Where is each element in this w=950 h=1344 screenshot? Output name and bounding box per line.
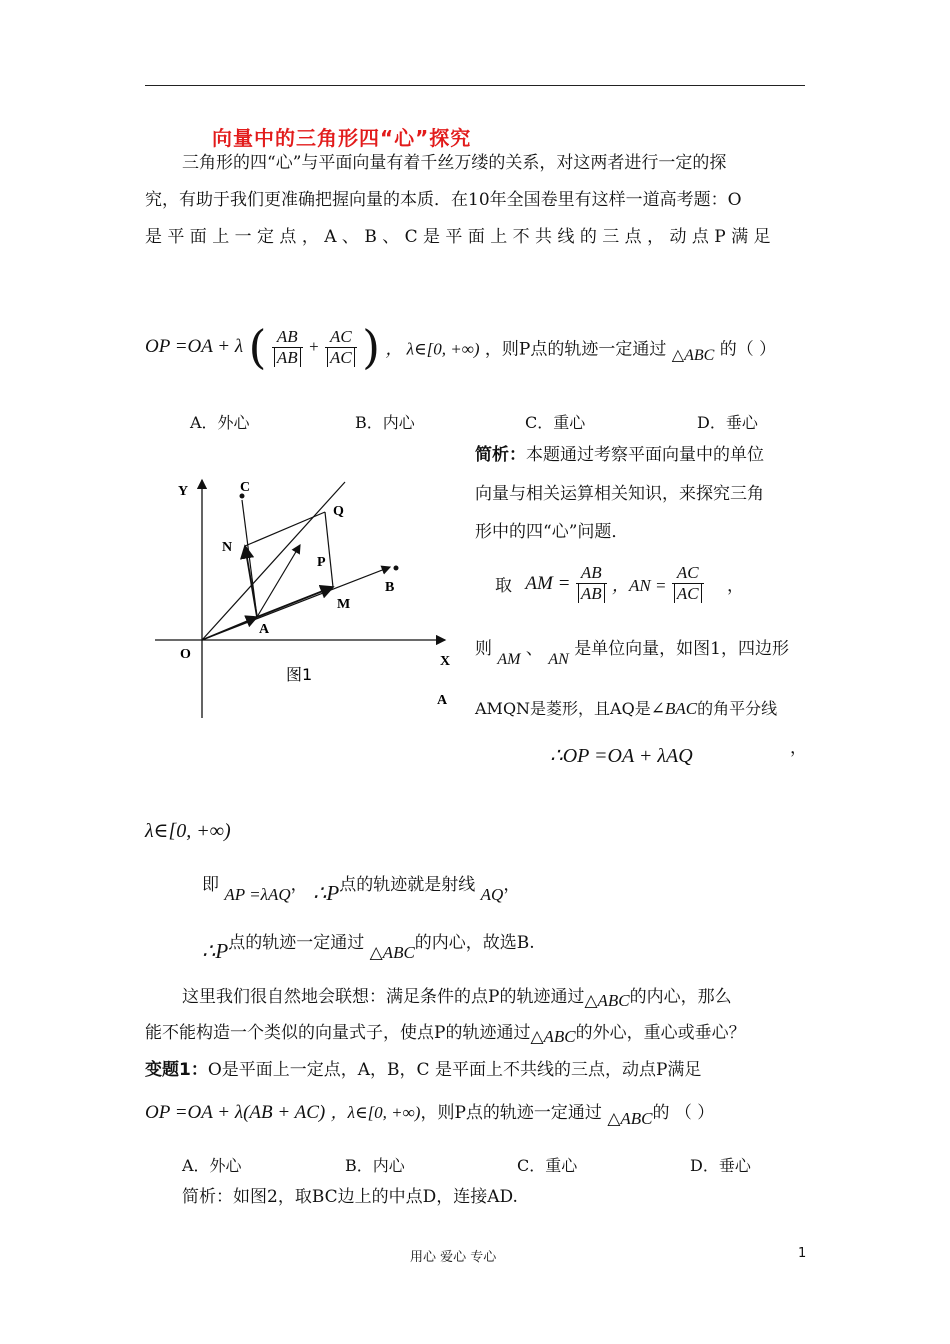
label-m: M <box>337 597 351 612</box>
frac-am: $\frac{AB}{AB}$ <box>576 563 607 604</box>
formula-1-lhs: OP =OA + λ <box>145 336 244 357</box>
formula-1-tail: ，则P点的轨迹一定通过 <box>484 339 667 360</box>
side-qm <box>325 512 333 587</box>
figure-1 <box>150 470 460 725</box>
equation-op: ∴OP =OA + λAQ <box>550 745 693 767</box>
formula-1-frac-ac: $\frac{AC}{AC}$ <box>325 327 357 368</box>
label-c: C <box>240 480 251 495</box>
option2-b: B．内心 <box>345 1156 405 1175</box>
analysis-rhombus-line: AMQN是菱形，且AQ是∠BAC的角平分线 <box>475 699 778 718</box>
analysis-line-3: 形中的四“心”问题． <box>475 522 629 542</box>
label-b: B <box>385 580 395 595</box>
vector-oa <box>202 617 257 640</box>
analysis-unit-line: 则 AM 、 AN 是单位向量，如图1，四边形 <box>475 639 790 668</box>
vector-am <box>257 587 333 617</box>
option2-a: A．外心 <box>182 1156 242 1175</box>
option-d: D．垂心 <box>697 413 758 432</box>
unit-vector-defs: 取 AM = $\frac{AB}{AB}$ ，AN = $\frac{AC}{AC}$ ， <box>495 563 745 603</box>
label-o: O <box>180 647 191 662</box>
label-q: Q <box>333 504 344 519</box>
figure-caption: 图1 <box>286 665 313 684</box>
label-p: P <box>317 555 326 570</box>
option2-d: D．垂心 <box>690 1156 751 1175</box>
lambda-range: λ∈[0, +∞) <box>145 820 231 842</box>
association-line-1: 这里我们很自然地会联想：满足条件的点P的轨迹通过△ABC的内心，那么 <box>182 987 732 1010</box>
variant-label: 变题1： <box>145 1060 208 1080</box>
option-a: A．外心 <box>190 413 250 432</box>
footer-motto: 用心 爱心 专心 <box>410 1250 497 1265</box>
frac-an: $\frac{AC}{AC}$ <box>672 563 704 604</box>
page-title: 向量中的三角形四“心”探究 <box>212 126 472 150</box>
point-b <box>394 566 399 571</box>
analysis-2: 简析：如图2，取BC边上的中点D，连接AD. <box>182 1187 518 1207</box>
association-line-2: 能不能构造一个类似的向量式子，使点P的轨迹通过△ABC的外心，重心或垂心？ <box>145 1023 746 1046</box>
option2-c: C．重心 <box>517 1156 578 1175</box>
variant-1: 变题1：O是平面上一定点，A，B，C 是平面上不共线的三点，动点P满足 <box>145 1060 702 1080</box>
conclusion-1: 即 AP =λAQ， ∴P点的轨迹就是射线 AQ， <box>202 875 521 905</box>
intro-line-1: 三角形的四“心”与平面向量有着千丝万缕的关系，对这两者进行一定的探 <box>182 153 727 173</box>
label-y: Y <box>178 484 189 499</box>
formula-1: OP =OA + λ ( $\frac{AB}{AB}$ + $\frac{AC}{AC}$ ) ， λ∈[0, +∞) ，则P点的轨迹一定通过 △ABC 的（ ） <box>145 320 777 374</box>
option-b: B．内心 <box>355 413 415 432</box>
analysis-label: 简析： <box>475 445 526 465</box>
conclusion-2: ∴P点的轨迹一定通过 △ABC的内心，故选B. <box>202 933 535 963</box>
side-nq <box>245 512 325 546</box>
header-rule <box>145 85 805 86</box>
formula-1-range: ， λ∈[0, +∞) <box>385 339 480 359</box>
formula-2: OP =OA + λ(AB + AC) ，λ∈[0, +∞)，则P点的轨迹一定通过 △ABC的 （ ） <box>145 1102 715 1128</box>
label-n: N <box>222 540 233 555</box>
intro-line-3: 是 平 面 上 一 定 点 ， A 、 B 、 C 是 平 面 上 不 共 线 的 三 点 ， 动 点 P 满 足 <box>145 227 771 247</box>
label-x: X <box>440 654 451 669</box>
label-a: A <box>259 622 270 637</box>
analysis-line-2: 向量与相关运算相关知识，来探究三角 <box>475 484 764 504</box>
formula-1-frac-ab: $\frac{AB}{AB}$ <box>272 327 303 368</box>
analysis-line-1: 简析：本题通过考察平面向量中的单位 <box>475 445 764 465</box>
label-a-stray: A <box>437 693 448 708</box>
page-number: 1 <box>798 1246 807 1261</box>
intro-line-2: 究，有助于我们更准确把握向量的本质．在10年全国卷里有这样一道高考题：O <box>145 190 742 210</box>
option-c: C．重心 <box>525 413 586 432</box>
